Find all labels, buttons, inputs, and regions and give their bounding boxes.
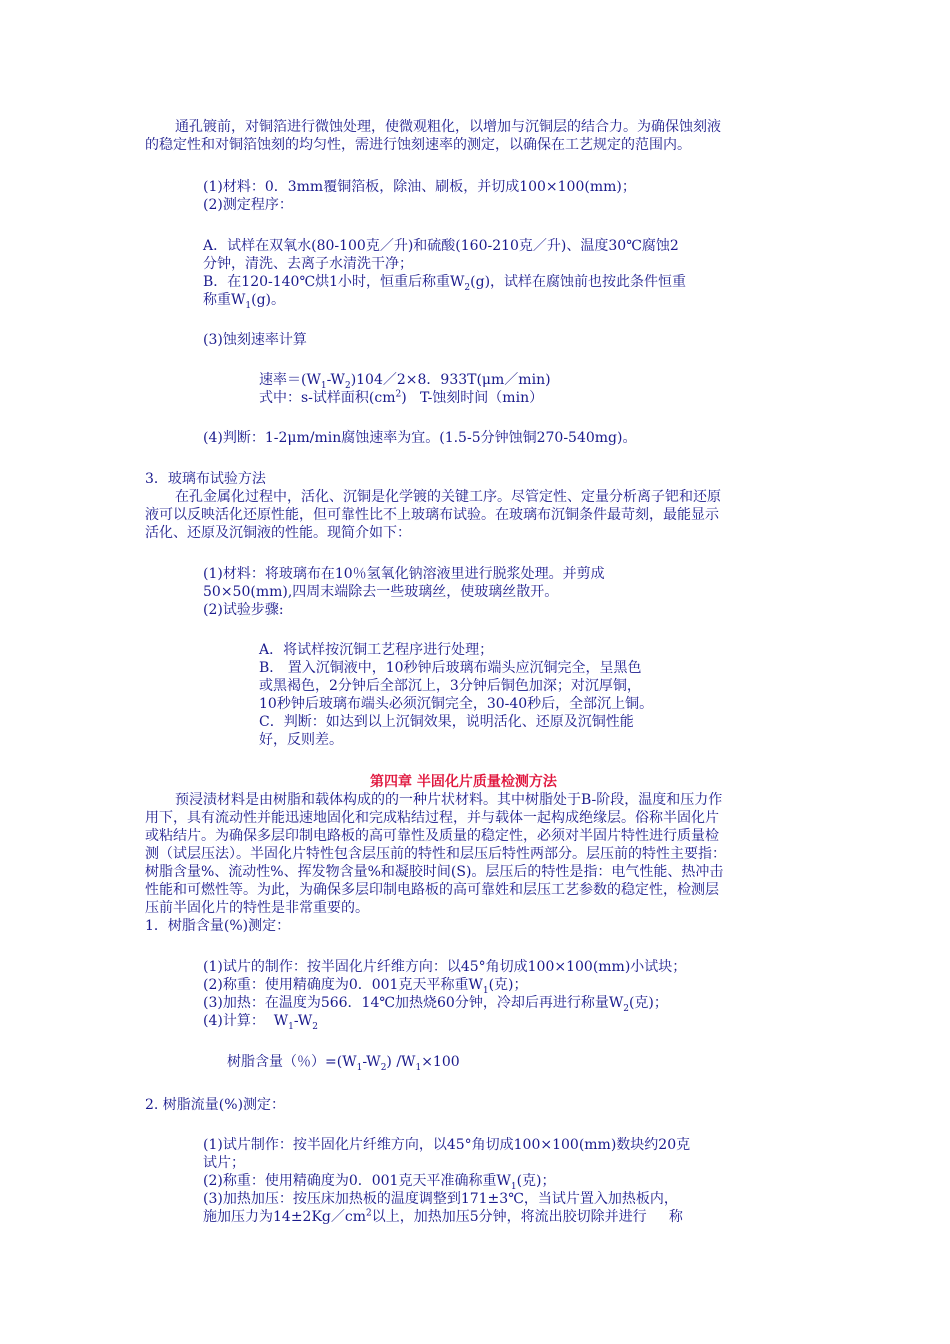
etch-step-b-line-2: 称重$W_1(g)$。	[203, 292, 286, 311]
flow-item-1-line-1: (1)试片制作：按半固化片纤维方向，以45°角切成100×100(mm)数块约20克	[203, 1137, 691, 1153]
glass-step-b-line-2: 或黑褐色，2分钟后全部沉上，3分钟后铜色加深；对沉厚铜，	[259, 678, 641, 694]
glass-paragraph-line-3: 活化、还原及沉铜液的性能。现简介如下：	[145, 525, 411, 541]
resin-section-title: 1．树脂含量(%)测定：	[145, 918, 291, 934]
glass-step-c-line-2: 好，反则差。	[259, 732, 343, 748]
etch-procedure-label: (2)测定程序：	[203, 197, 293, 213]
resin-item-4: (4)计算： $W_1-W_2$	[203, 1013, 318, 1032]
glass-paragraph-line-2: 液可以反映活化还原性能，但可靠性比不上玻璃布试验。在玻璃布沉铜条件最苛刻，最能显示	[145, 507, 719, 523]
flow-section-title: 2. 树脂流量(%)测定：	[145, 1097, 286, 1113]
flow-item-3-line-2: 施加压力为$14\pm 2Kg/cm^2$以上，加热加压5分钟，将流出胶切除并进行 称	[203, 1208, 683, 1225]
resin-item-2: (2)称重：使用精确度为0．001克天平称重$W_1$(克)；	[203, 977, 528, 996]
glass-material-line-2: 50×50(mm),四周末端除去一些玻璃丝，使玻璃丝散开。	[203, 584, 559, 600]
glass-section-title: 3．玻璃布试验方法	[145, 471, 266, 487]
intro-line-1: 通孔镀前，对铜箔进行微蚀处理，使微观粗化，以增加与沉铜层的结合力。为确保蚀刻液	[175, 119, 721, 135]
chapter-paragraph-line-5: 树脂含量%、流动性%、挥发物含量%和凝胶时间(S)。层压后的特性是指：电气性能、热冲击	[145, 864, 724, 880]
etch-step-a-line-1: A．试样在双氧水(80-100克／升)和硫酸(160-210克／升)、温度30℃腐蚀2	[203, 238, 679, 254]
glass-step-b-line-3: 10秒钟后玻璃布端头必须沉铜完全，30-40秒后，全部沉上铜。	[259, 696, 654, 712]
intro-line-2: 的稳定性和对铜箔蚀刻的均匀性，需进行蚀刻速率的测定，以确保在工艺规定的范围内。	[145, 137, 691, 153]
etch-step-a-line-2: 分钟，清洗、去离子水清洗干净；	[203, 256, 413, 272]
flow-item-3: (3)加热加压：按压床加热板的温度调整到171±3℃，当试片置入加热板内，	[203, 1191, 678, 1207]
glass-step-b-line-1: B． 置入沉铜液中，10秒钟后玻璃布端头应沉铜完全，呈黑色	[259, 660, 642, 676]
flow-item-2: (2)称重：使用精确度为0．001克天平准确称重$W_1$(克)；	[203, 1173, 556, 1192]
chapter-paragraph-line-1: 预浸渍材料是由树脂和载体构成的的一种片状材料。其中树脂处于B-阶段，温度和压力作	[175, 792, 723, 808]
glass-material-line-1: (1)材料：将玻璃布在10％氢氧化钠溶液里进行脱浆处理。并剪成	[203, 566, 605, 582]
chapter-paragraph-line-7: 压前半固化片的特性是非常重要的。	[145, 900, 369, 916]
chapter-paragraph-line-4: 测（试层压法）。半固化片特性包含层压前的特性和层压后特性两部分。层压前的特性主要指：	[145, 846, 726, 862]
glass-paragraph-line-1: 在孔金属化过程中，活化、沉铜是化学镀的关键工序。尽管定性、定量分析离子钯和还原	[175, 489, 721, 505]
etch-rate-calc-label: (3)蚀刻速率计算	[203, 332, 307, 348]
etch-step-b-line-1: B．在120-140℃烘1小时，恒重后称重$W_2(g)$，试样在腐蚀前也按此条件恒重	[203, 274, 687, 293]
chapter-heading: 第四章 半固化片质量检测方法	[370, 774, 557, 790]
flow-item-1-line-2: 试片；	[203, 1155, 245, 1171]
etch-rate-formula: 速率$=(W_1-W_2)104/2\times 8$．933T(μm／min)	[259, 372, 551, 391]
glass-step-a: A．将试样按沉铜工艺程序进行处理；	[259, 642, 494, 658]
etch-material: (1)材料：0．3mm覆铜箔板，除油、刷板，并切成100×100(mm)；	[203, 179, 636, 195]
etch-rate-formula-legend: 式中：s-试样面积$(cm^2)$ T-蚀刻时间（min）	[259, 389, 544, 406]
resin-content-formula: 树脂含量（％）$=(W_1-W_2)$ $/W_1\times 100$	[227, 1054, 460, 1073]
resin-item-1: (1)试片的制作：按半固化片纤维方向：以45°角切成100×100(mm)小试块；	[203, 959, 687, 975]
glass-step-c-line-1: C．判断：如达到以上沉铜效果，说明活化、还原及沉铜性能	[259, 714, 634, 730]
chapter-paragraph-line-2: 用下，具有流动性并能迅速地固化和完成粘结过程，并与载体一起构成绝缘层。俗称半固化片	[145, 810, 719, 826]
chapter-paragraph-line-3: 或粘结片。为确保多层印制电路板的高可靠性及质量的稳定性，必须对半固片特性进行质量检	[145, 828, 719, 844]
etch-judgement: (4)判断：1-2μm/min腐蚀速率为宜。(1.5-5分钟蚀铜270-540mg)。	[203, 430, 637, 446]
resin-item-3: (3)加热：在温度为566．14℃加热烧60分钟，冷却后再进行称量$W_2$(克)；	[203, 995, 668, 1014]
glass-steps-label: (2)试验步骤:	[203, 602, 284, 618]
chapter-paragraph-line-6: 性能和可燃性等。为此，为确保多层印制电路板的高可靠姓和层压工艺参数的稳定性，检测层	[145, 882, 719, 898]
